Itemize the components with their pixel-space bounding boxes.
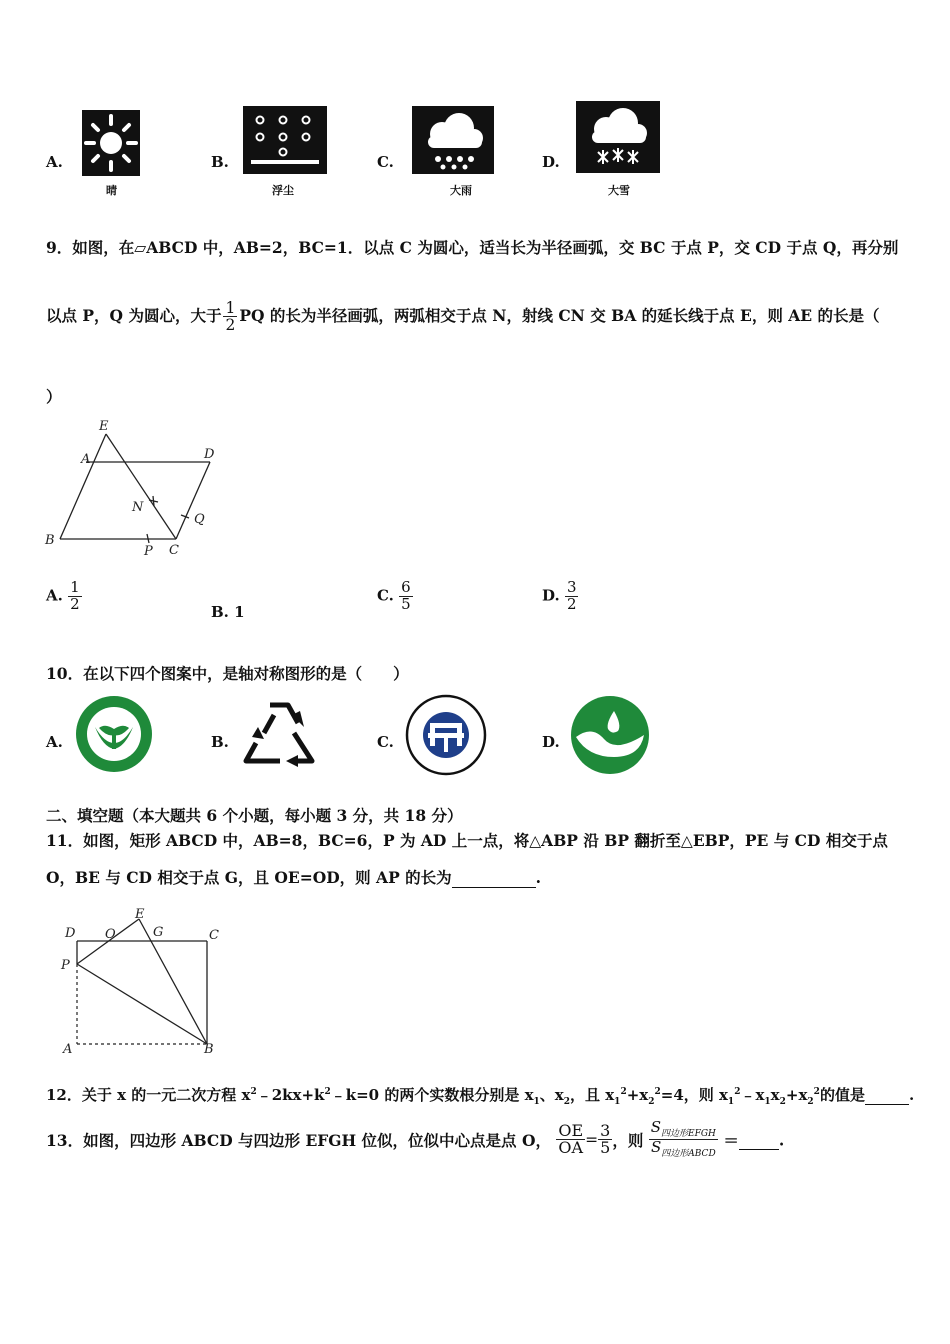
q9-option-c-num: 6 [401, 578, 411, 596]
q11-label-e: E [135, 907, 145, 922]
q9-option-d-den: 2 [566, 594, 577, 613]
q9-stem-line1: 9．如图，在▱ABCD 中，AB=2，BC=1．以点 C 为圆心，适当长为半径画弧，交 BC 于点 P，交 CD 于点 Q，再分别 [46, 238, 899, 257]
q9-label-d: D [204, 447, 215, 462]
dust-icon[interactable] [243, 106, 327, 174]
q13-eq: = [585, 1130, 599, 1149]
q9-option-a-den: 2 [70, 594, 80, 613]
q8-caption-b: 浮尘 [272, 184, 294, 197]
q13-sub-top: 四边形EFGH [661, 1129, 716, 1139]
q8-caption-c: 大雨 [450, 184, 472, 197]
q9-parallelogram-figure [40, 415, 230, 560]
q12-sub-e: 1 [727, 1097, 735, 1107]
q9-option-a-letter: A. [46, 586, 63, 605]
q12-text-b: ﹣2kx+k [256, 1086, 325, 1104]
q11-label-p: P [61, 958, 70, 973]
q11-label-g: G [153, 925, 164, 940]
q9-label-p: P [144, 544, 153, 559]
q13-equals: ＝ [723, 1130, 739, 1150]
q9-stem-line2-pre: 以点 P，Q 为圆心，大于 [46, 305, 222, 325]
q9-option-d-num: 3 [566, 578, 577, 596]
q12-period: . [908, 1086, 915, 1104]
q11-stem-line2 [46, 866, 541, 888]
q12-sup-a: 2 [250, 1087, 257, 1097]
q12-text-h: 的值是 [819, 1086, 865, 1104]
q12-text-f: =4，则 x [660, 1086, 728, 1104]
q9-stem-line3: ） [46, 387, 62, 406]
q11-label-c: C [209, 928, 219, 943]
sun-icon[interactable] [82, 110, 140, 176]
section2-heading: 二、填空题（本大题共 6 个小题，每小题 3 分，共 18 分） [46, 806, 463, 825]
q9-label-e: E [99, 419, 109, 434]
heavy-snow-icon[interactable] [576, 101, 660, 173]
q12-sup-c: 2 [620, 1087, 627, 1097]
q9-half-den: 2 [225, 316, 236, 335]
q12-sub-f: 1 [764, 1097, 771, 1107]
q13-oa: OA [558, 1138, 584, 1158]
q12-sub-c: 1 [614, 1097, 621, 1107]
q12-sub-h: 2 [807, 1097, 814, 1107]
q11-label-b: B [204, 1042, 214, 1057]
q9-stem-line2-post: PQ 的长为半径画弧，两弧相交于点 N，射线 CN 交 BA 的延长线于点 E，则 AE 的长是（ [239, 305, 880, 325]
q9-option-d[interactable] [542, 580, 578, 613]
q11-stem-line2-text: O，BE 与 CD 相交于点 G，且 OE=OD，则 AP 的长为 [46, 868, 452, 887]
q13-sub-bot: 四边形ABCD [661, 1149, 716, 1160]
q12-text-e: ，且 x [570, 1086, 615, 1104]
q12-sub-a: 1 [533, 1097, 540, 1107]
q12-sup-f: 2 [813, 1087, 820, 1097]
q12-sub-d: 2 [648, 1097, 655, 1107]
recycle-icon[interactable] [240, 697, 318, 771]
q10-option-b-letter[interactable]: B. [211, 733, 229, 751]
q8-option-a-letter[interactable]: A. [46, 153, 63, 171]
q13-text-a: 13．如图，四边形 ABCD 与四边形 EFGH 位似，位似中心点是点 O， [46, 1130, 551, 1150]
q10-stem: 10．在以下四个图案中，是轴对称图形的是（ ） [46, 664, 409, 683]
circle-emblem-icon[interactable] [404, 693, 488, 777]
heavy-rain-icon[interactable] [412, 106, 494, 174]
q11-label-o: O [105, 927, 116, 942]
q13-answer-blank[interactable] [739, 1130, 779, 1150]
q8-option-c-letter[interactable]: C. [377, 153, 394, 171]
q12-stem: 12．关于 x 的一元二次方程 $x^2﹣2kx+k^2﹣k=0$ 的两个实数根分别是 $x_1$、$x_2$，且 $x_1^2+x_2^2=4$，则 $x_1^2﹣x_1x_2+x_2^2$的值是 . [46, 1086, 915, 1107]
q12-sup-b: 2 [324, 1087, 331, 1097]
q13-oe: OE [558, 1120, 584, 1140]
q9-label-a: A [81, 452, 91, 467]
q11-rectangle-figure [55, 905, 230, 1060]
q13-stem [46, 1120, 784, 1160]
q9-option-c-letter: C. [377, 586, 394, 605]
q8-caption-d: 大雪 [608, 184, 630, 197]
q9-option-b[interactable] [211, 603, 245, 621]
q13-s-bot: S [651, 1138, 662, 1157]
q9-label-b: B [45, 533, 55, 548]
water-saving-logo-icon[interactable] [570, 695, 650, 775]
q11-label-a: A [63, 1042, 73, 1057]
q9-option-c[interactable] [377, 580, 413, 613]
q12-sub-g: 2 [779, 1097, 786, 1107]
q9-option-a-num: 1 [70, 578, 80, 596]
q12-sup-d: 2 [654, 1087, 661, 1097]
q9-option-b-text: 1 [234, 603, 245, 621]
q9-stem-line2 [46, 300, 880, 334]
q13-s-top: S [650, 1118, 662, 1136]
q13-then: ，则 [612, 1130, 644, 1150]
q12-text-d: 、x [539, 1086, 564, 1104]
q9-option-d-letter: D. [542, 586, 560, 605]
q12-text-c: ﹣k=0 的两个实数根分别是 x [330, 1086, 534, 1104]
q10-option-d-letter[interactable]: D. [542, 733, 560, 751]
q9-option-c-den: 5 [401, 594, 411, 613]
q13-three: 3 [600, 1120, 611, 1140]
q8-option-b-letter[interactable]: B. [211, 153, 229, 171]
q12-text-g: ﹣x [740, 1086, 765, 1104]
q9-label-n: N [132, 500, 144, 515]
q9-label-q: Q [194, 512, 205, 527]
q12-sup-e: 2 [734, 1087, 741, 1097]
q11-label-d: D [65, 926, 76, 941]
q13-period: . [778, 1130, 785, 1150]
q11-answer-blank[interactable] [452, 868, 536, 888]
q9-option-a[interactable] [46, 580, 82, 613]
green-food-logo-icon[interactable] [75, 695, 153, 773]
q9-option-b-letter: B. [211, 603, 229, 621]
q10-option-c-letter[interactable]: C. [377, 733, 394, 751]
q9-label-c: C [169, 543, 179, 558]
q11-period: . [535, 868, 542, 887]
q11-stem-line1: 11．如图，矩形 ABCD 中，AB=8，BC=6，P 为 AD 上一点，将△ABP 沿 BP 翻折至△EBP，PE 与 CD 相交于点 [46, 831, 888, 850]
q8-option-d-letter[interactable]: D. [542, 153, 560, 171]
q8-caption-a: 晴 [106, 184, 117, 197]
q10-option-a-letter[interactable]: A. [46, 733, 63, 751]
q12-sub-b: 2 [563, 1097, 570, 1107]
q9-half-num: 1 [225, 299, 236, 317]
q13-five: 5 [600, 1138, 611, 1158]
q12-text-a: 12．关于 x 的一元二次方程 x [46, 1086, 251, 1104]
q12-answer-blank[interactable] [865, 1086, 909, 1105]
